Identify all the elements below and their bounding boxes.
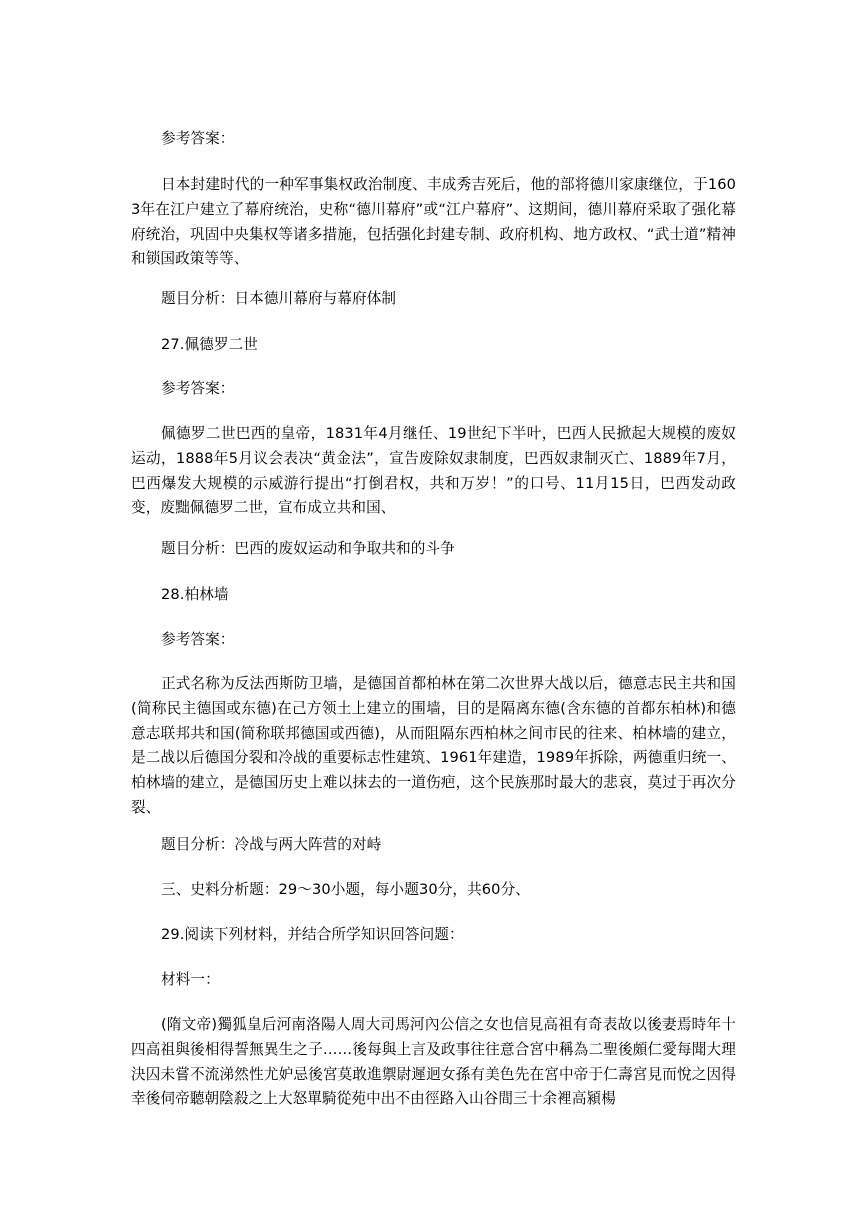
answer-heading: 参考答案： (161, 631, 235, 648)
answer-text-bakufu: 日本封建时代的一种军事集权政治制度、丰成秀吉死后，他的部将德川家康继位，于1603年在江户建立了幕府统治，史称“德川幕府”或“江户幕府”、这期间，德川幕府采取了强化幕府统治，巩固中央集权等诸多措施，包括强化封建专制、政府机构、地方政权、“武士道”精神和锁国政策等等、 (131, 176, 736, 268)
question-heading-27: 27.佩德罗二世 (161, 336, 258, 353)
analysis-text: 题目分析：巴西的废奴运动和争取共和的斗争 (161, 540, 455, 557)
answer-heading: 参考答案： (161, 130, 235, 147)
question-heading-28: 28.柏林墙 (161, 586, 229, 603)
analysis-text: 题目分析：日本德川幕府与幕府体制 (161, 290, 397, 307)
analysis-text: 题目分析：冷战与两大阵营的对峙 (161, 836, 382, 853)
answer-text-pedro: 佩德罗二世巴西的皇帝，1831年4月继任、19世纪下半叶，巴西人民掀起大规模的废奴运动，1888年5月议会表决“黄金法”，宣告废除奴隶制度，巴西奴隶制灭亡、1889年7月，巴西爆发大规模的示威游行提出“打倒君权，共和万岁！”的口号、11月15日，巴西发动政变，废黜佩德罗二世，宣布成立共和国、 (131, 425, 736, 517)
question-heading-29: 29.阅读下列材料，并结合所学知识回答问题： (161, 926, 464, 943)
material-heading-1: 材料一： (161, 971, 220, 988)
material-text-sui: (隋文帝)獨狐皇后河南洛陽人周大司馬河內公信之女也信見高祖有奇表故以後妻焉時年十四高祖與後相得誓無異生之子……後每與上言及政事往往意合宮中稱為二聖後頗仁愛每聞大理決囚未嘗不流涕然性尤妒忌後宮莫敢進禦尉遲迥女孫有美色先在宮中帝于仁壽宮見而悅之因得幸後伺帝聽朝陰殺之上大怒單騎從苑中出不由徑路入山谷間三十余裡高潁楊 (131, 1016, 736, 1108)
section-heading-3: 三、史料分析题：29～30小题，每小题30分，共60分、 (161, 881, 530, 898)
answer-heading: 参考答案： (161, 380, 235, 397)
answer-text-berlin-wall: 正式名称为反法西斯防卫墙，是德国首都柏林在第二次世界大战以后，德意志民主共和国(简称民主德国或东德)在己方领土上建立的围墙，目的是隔离东德(含东德的首都东柏林)和德意志联邦共和国(简称联邦德国或西德)，从而阻隔东西柏林之间市民的往来、柏林墙的建立，是二战以后德国分裂和冷战的重要标志性建筑、1961年建造，1989年拆除，两德重归统一、柏林墙的建立，是德国历史上难以抹去的一道伤疤，这个民族那时最大的悲哀，莫过于再次分裂、 (131, 675, 736, 816)
